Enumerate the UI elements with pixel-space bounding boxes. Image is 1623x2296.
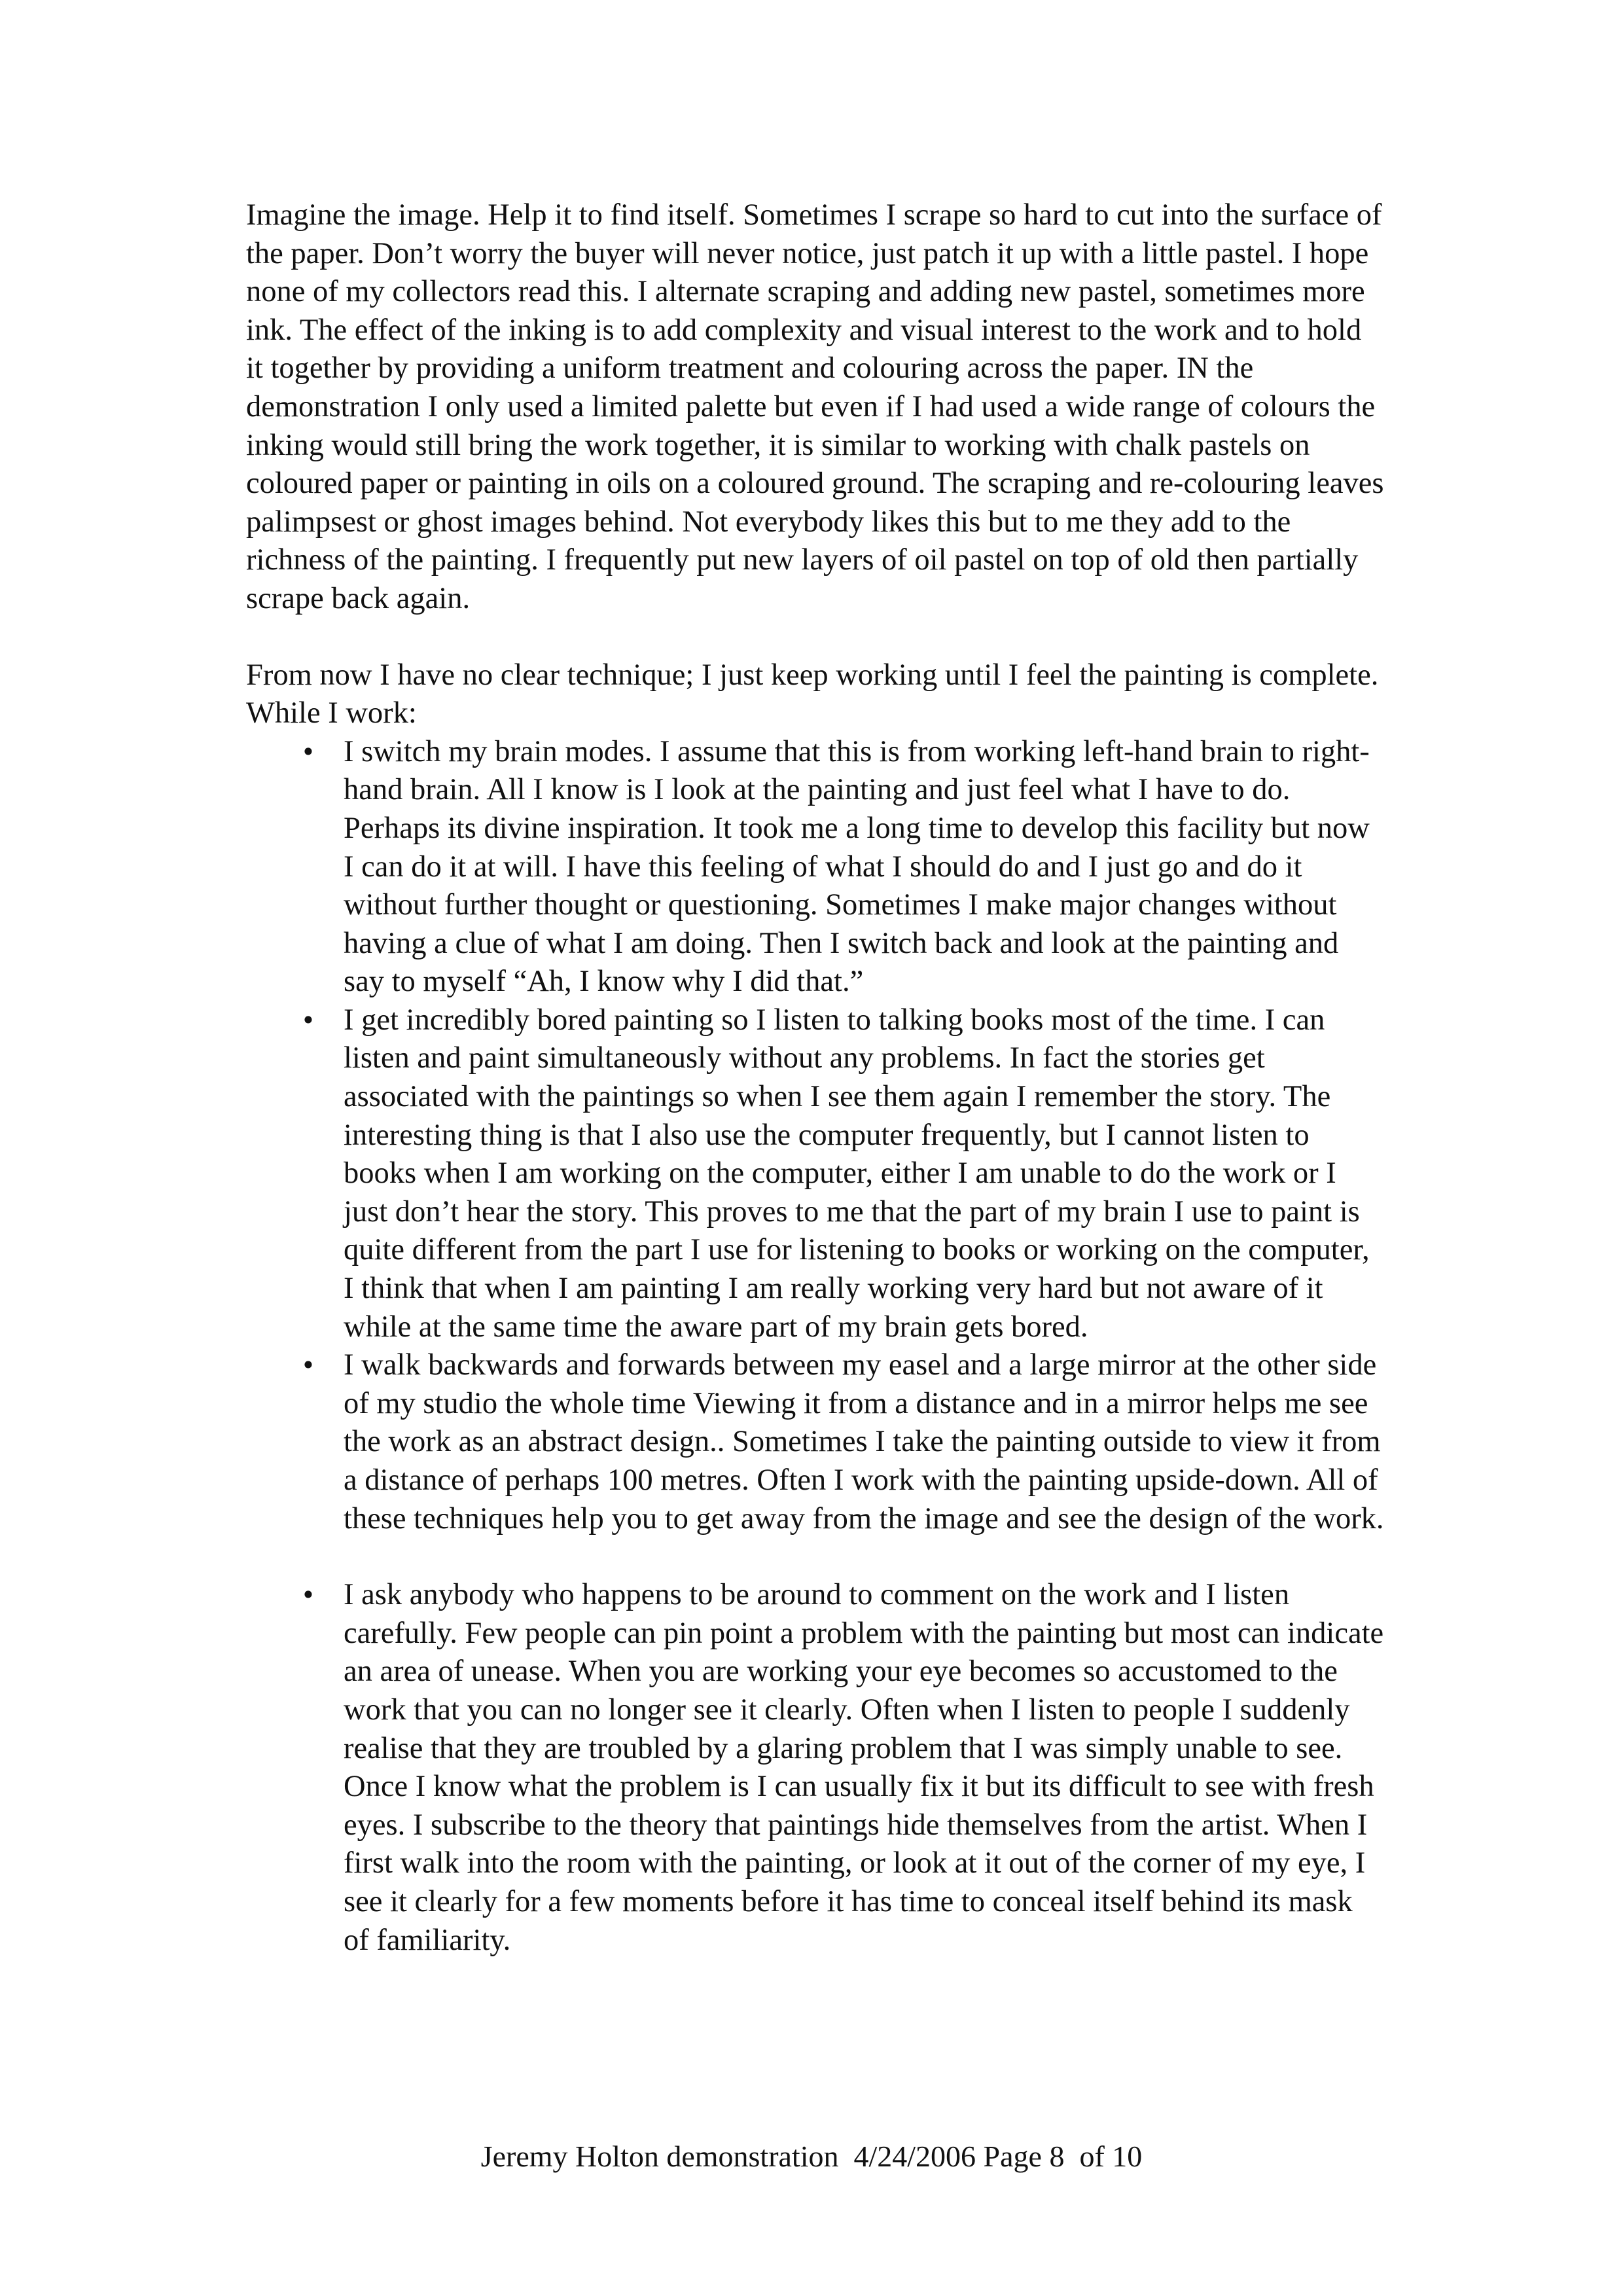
bullet-icon: • — [300, 1581, 316, 1610]
bullet-icon: • — [300, 1005, 316, 1035]
list-spacer — [246, 1538, 1385, 1576]
page-footer: Jeremy Holton demonstration 4/24/2006 Page 8 of 10 — [480, 2140, 1143, 2173]
list-item-text: I switch my brain modes. I assume that this is from working left-hand brain to right-hand brain. All I know is I look at the painting and just feel what I have to do. Perhaps its divine inspiration. It took me a long time to develop this facility but now I can do it at will. I have this feeling of what I should do and I just go and do it without further thought or questioning. Sometimes I make major changes without having a clue of what I am doing. Then I switch back and look at the painting and say to myself “Ah, I know why I did that.” — [344, 734, 1370, 999]
list-item — [246, 733, 1385, 1001]
list-item — [246, 1346, 1385, 1538]
paragraph-spacer — [246, 619, 1385, 656]
paragraph-while-i-work: From now I have no clear technique; I just keep working until I feel the painting is complete. While I work: — [246, 658, 1379, 730]
document-body — [246, 196, 1385, 1960]
list-item-text: I ask anybody who happens to be around to comment on the work and I listen carefully. Few people can pin point a problem with the painting but most can indicate an area of unease. When you are working your eye becomes so accustomed to the work that you can no longer see it clearly. Often when I listen to people I suddenly realise that they are troubled by a glaring problem that I was simply unable to see. Once I know what the problem is I can usually fix it but its difficult to see with fresh eyes. I subscribe to the theory that paintings hide themselves from the artist. When I first walk into the room with the painting, or look at it out of the corner of my eye, I see it clearly for a few moments before it has time to conceal itself behind its mask of familiarity. — [344, 1578, 1384, 1957]
bullet-icon: • — [300, 737, 316, 766]
list-item-text: I walk backwards and forwards between my easel and a large mirror at the other side of my studio the whole time Viewing it from a distance and in a mirror helps me see the work as an abstract design.. Sometimes I take the painting outside to view it from a distance of perhaps 100 metres. Often I work with the painting upside-down. All of these techniques help you to get away from the image and see the design of the work. — [344, 1348, 1384, 1535]
list-item — [246, 1576, 1385, 1960]
bullet-icon: • — [300, 1351, 316, 1380]
list-item-text: I get incredibly bored painting so I listen to talking books most of the time. I can listen and paint simultaneously without any problems. In fact the stories get associated with the paintings so when I see them again I remember the story. The interesting thing is that I also use the computer frequently, but I cannot listen to books when I am working on the computer, either I am unable to do the work or I just don’t hear the story. This proves to me that the part of my brain I use to paint is quite different from the part I use for listening to books or working on the computer, I think that when I am painting I am really working very hard but not aware of it while at the same time the aware part of my brain gets bored. — [344, 1003, 1370, 1344]
paragraph-technique: Imagine the image. Help it to find itself. Sometimes I scrape so hard to cut into the surface of the paper. Don’t worry the buyer will never notice, just patch it up with a little pastel. I hope none of my collectors read this. I alternate scraping and adding new pastel, sometimes more ink. The effect of the inking is to add complexity and visual interest to the work and to hold it together by providing a uniform treatment and colouring across the paper. IN the demonstration I only used a limited palette but even if I had used a wide range of colours the inking would still bring the work together, it is similar to working with chalk pastels on coloured paper or painting in oils on a coloured ground. The scraping and re-colouring leaves palimpsest or ghost images behind. Not everybody likes this but to me they add to the richness of the painting. I frequently put new layers of oil pastel on top of old then partially scrape back again. — [246, 198, 1384, 615]
list-item — [246, 1001, 1385, 1346]
bullet-list — [246, 733, 1385, 1960]
